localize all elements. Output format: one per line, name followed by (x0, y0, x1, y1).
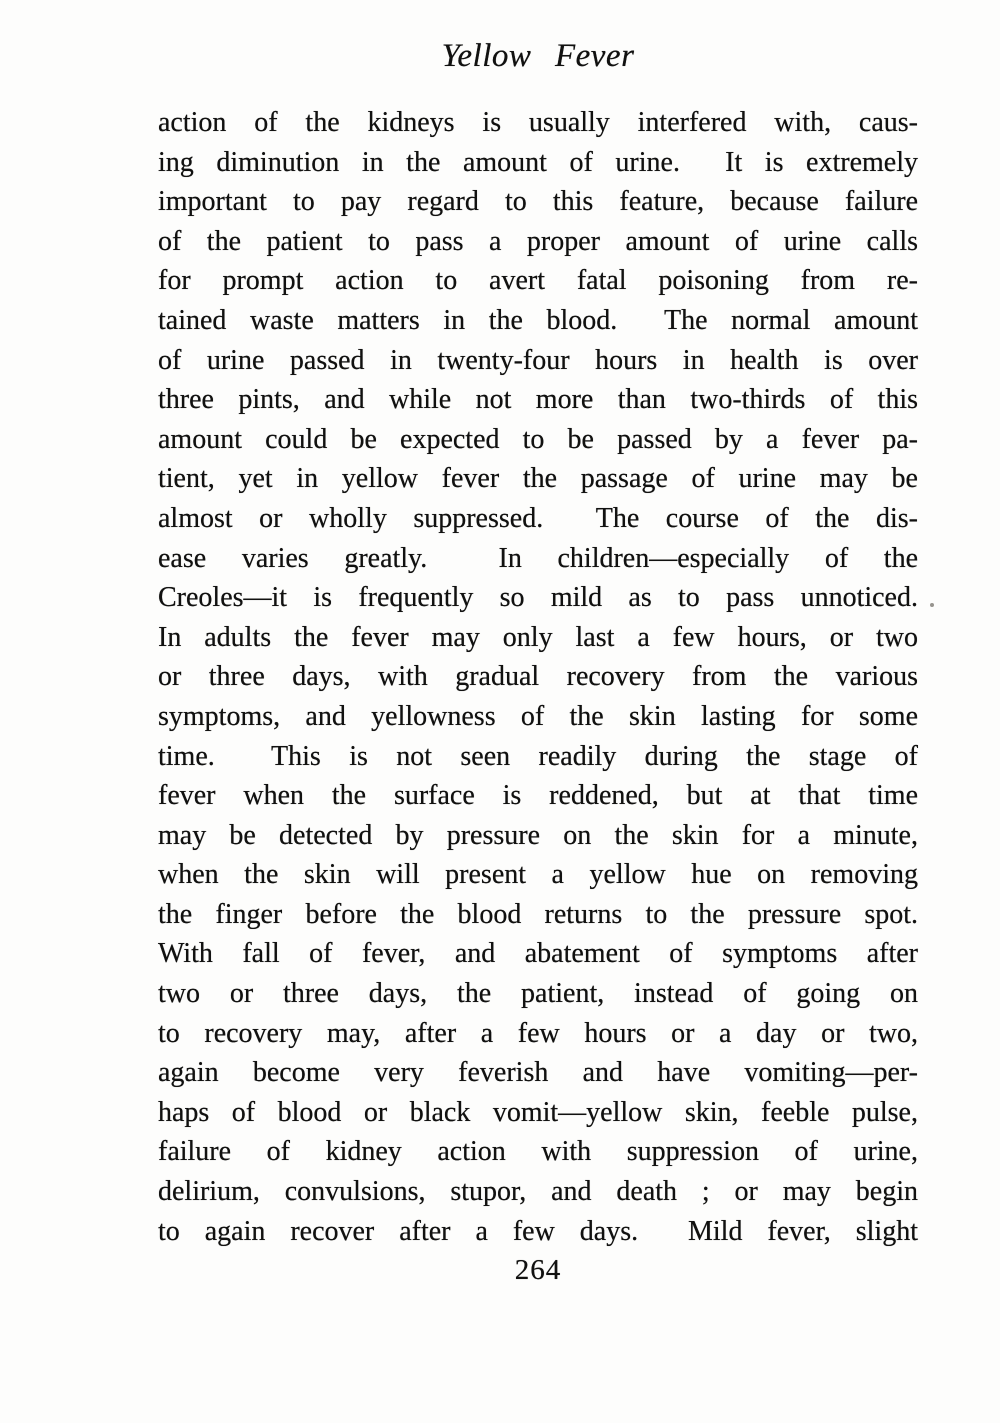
text-line: again become very feverish and have vomiting—per- (158, 1057, 918, 1089)
text-line: of the patient to pass a proper amount of urine calls (158, 225, 918, 257)
text-line: to again recover after a few days. Mild fever, slight (158, 1215, 918, 1247)
text-line: tained waste matters in the blood. The normal amount (158, 304, 918, 336)
text-line: fever when the surface is reddened, but at that time (158, 780, 918, 812)
text-line: for prompt action to avert fatal poisoning from re- (158, 265, 918, 297)
text-line: important to pay regard to this feature, because failure (158, 186, 918, 218)
text-line: when the skin will present a yellow hue on removing (158, 859, 918, 891)
text-line: almost or wholly suppressed. The course of the dis- (158, 502, 918, 534)
text-line: amount could be expected to be passed by a fever pa- (158, 423, 918, 455)
text-line: the finger before the blood returns to the pressure spot. (158, 898, 918, 930)
text-line: two or three days, the patient, instead of going on (158, 978, 918, 1010)
text-line: symptoms, and yellowness of the skin lasting for some (158, 700, 918, 732)
text-line: ing diminution in the amount of urine. It is extremely (158, 146, 918, 178)
text-line: three pints, and while not more than two-thirds of this (158, 384, 918, 416)
running-head: Yellow Fever (441, 38, 635, 74)
text-line: action of the kidneys is usually interfered with, caus- (158, 107, 918, 138)
page-number: 264 (514, 1254, 562, 1286)
text-line: time. This is not seen readily during the stage of (158, 740, 918, 772)
text-line: failure of kidney action with suppression of urine, (158, 1136, 918, 1168)
text-line: or three days, with gradual recovery from the various (158, 661, 918, 693)
text-line: haps of blood or black vomit—yellow skin, feeble pulse, (158, 1096, 918, 1128)
text-line: In adults the fever may only last a few hours, or two (158, 621, 918, 653)
text-line: tient, yet in yellow fever the passage of urine may be (158, 463, 918, 495)
text-line: ease varies greatly. In children—especially of the (158, 542, 918, 574)
text-line: of urine passed in twenty-four hours in health is over (158, 344, 918, 376)
text-line: delirium, convulsions, stupor, and death ; or may begin (158, 1176, 918, 1208)
body-text (158, 103, 918, 1251)
text-line: may be detected by pressure on the skin for a minute, (158, 819, 918, 851)
text-line: to recovery may, after a few hours or a day or two, (158, 1017, 918, 1049)
text-line: Creoles—it is frequently so mild as to pass unnoticed. (158, 582, 918, 614)
text-line: With fall of fever, and abatement of symptoms after (158, 938, 918, 970)
scan-speckle (930, 603, 934, 607)
